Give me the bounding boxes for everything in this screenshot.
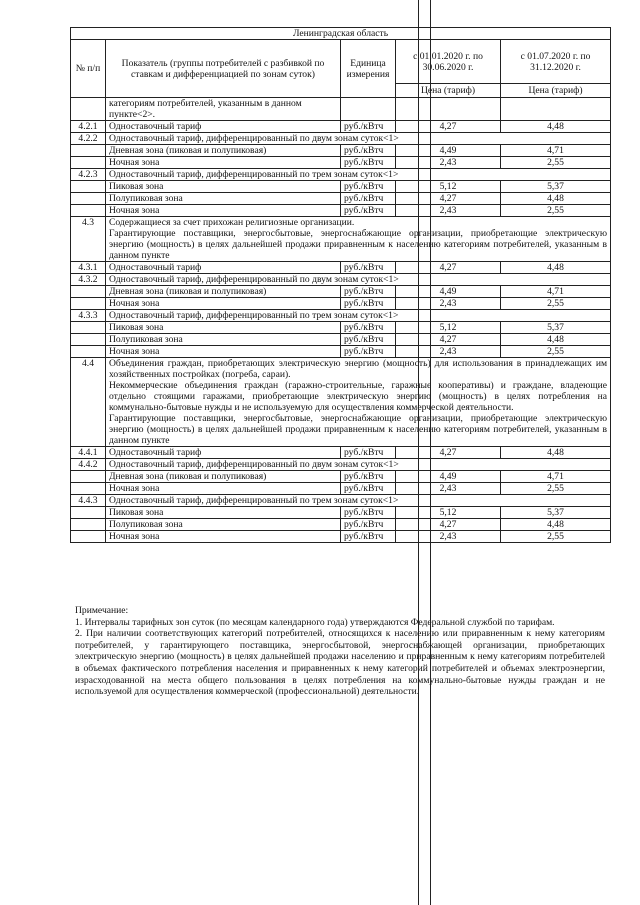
header-price2: Цена (тариф) [501,84,611,98]
row-unit: руб./кВтч [341,531,396,543]
row-value-period2: 2,55 [501,298,611,310]
row-value-period2: 4,48 [501,334,611,346]
row-unit: руб./кВтч [341,181,396,193]
row-value-period2: 4,48 [501,262,611,274]
note-1: 1. Интервалы тарифных зон суток (по месяцам календарного года) утверждаются Федеральной службой по тарифам. [75,616,555,628]
row-label-text-3: Гарантирующие поставщики, энергосбытовые, энергоснабжающие организации, приобретающие электрическую энергию (мощность) в целях дальнейшей продажи приравненным к населению категориям потребителей, указанным в данном пункте [109,413,608,446]
row-value-period1: 2,43 [396,346,501,358]
row-label: Ночная зона [106,346,341,358]
table-row [71,262,611,274]
table-row [71,519,611,531]
tariff-document [70,27,610,565]
tariff-rows [71,98,611,543]
row-label: Полупиковая зона [106,519,341,531]
row-value-period1: 4,27 [396,447,501,459]
row-value-period1: 4,49 [396,286,501,298]
row-label: Пиковая зона [106,507,341,519]
row-label [106,274,611,286]
table-row [71,298,611,310]
row-number: 4.3 [71,217,106,262]
header-period1: с 01.01.2020 г. по 30.06.2020 г. [396,40,501,84]
table-row [71,483,611,495]
notes-section [75,605,605,698]
row-label-text-2: Гарантирующие поставщики, энергосбытовые, энергоснабжающие организации, приобретающие электрическую энергию (мощность) в целях дальнейшей продажи приравненным к населению категориям потребителей, указанным в данном пункте [109,228,608,261]
scan-line-right [430,0,431,905]
notes-title: Примечание: [75,605,129,616]
row-value-period1: 2,43 [396,531,501,543]
row-number: 4.2.3 [71,169,106,181]
row-label-text: Содержащиеся за счет прихожан религиозные организации. [109,217,355,228]
row-number: 4.4.1 [71,447,106,459]
row-label: категориям потребителей, указанным в данном пункте<2>. [106,98,341,121]
table-row [71,121,611,133]
row-value-period2: 4,71 [501,286,611,298]
row-unit: руб./кВтч [341,262,396,274]
row-label: Дневная зона (пиковая и полупиковая) [106,286,341,298]
row-value-period1: 5,12 [396,507,501,519]
row-value-period1: 2,43 [396,205,501,217]
header-period2: с 01.07.2020 г. по 31.12.2020 г. [501,40,611,84]
row-value-period2: 2,55 [501,157,611,169]
header-unit: Единица измерения [341,40,396,98]
row-unit: руб./кВтч [341,507,396,519]
row-unit: руб./кВтч [341,322,396,334]
row-label: Ночная зона [106,157,341,169]
row-number: 4.2.1 [71,121,106,133]
row-unit: руб./кВтч [341,483,396,495]
row-unit: руб./кВтч [341,334,396,346]
row-value-period2: 5,37 [501,322,611,334]
row-number: 4.4.2 [71,459,106,471]
table-row [71,334,611,346]
row-value-period1: 4,27 [396,519,501,531]
row-number [71,181,106,193]
row-value-period2: 2,55 [501,483,611,495]
row-label-text-2: Некоммерческие объединения граждан (гаражно-строительные, гаражные кооперативы) и граждане, владеющие отдельно стоящими гаражами, приобретающие электрическую энергию (мощность) в целях потребления на коммунально-бытовые нужды и не используемую для осуществления коммерческой деятельности. [109,380,608,413]
row-value-period2: 2,55 [501,531,611,543]
row-label [106,358,611,447]
row-value-period2: 5,37 [501,507,611,519]
row-label [106,169,611,181]
table-row [71,98,611,121]
row-value-period1 [396,98,501,121]
row-number [71,145,106,157]
row-unit: руб./кВтч [341,286,396,298]
row-unit: руб./кВтч [341,519,396,531]
row-unit: руб./кВтч [341,447,396,459]
tariff-table [70,27,611,543]
table-row [71,346,611,358]
table-row [71,322,611,334]
row-value-period2: 4,48 [501,121,611,133]
scan-line-left [418,0,419,905]
row-number: 4.4.3 [71,495,106,507]
row-value-period1: 4,27 [396,262,501,274]
header-price1: Цена (тариф) [396,84,501,98]
row-number: 4.3.2 [71,274,106,286]
row-label [106,310,611,322]
row-number [71,298,106,310]
row-label: Одноставочный тариф [106,121,341,133]
row-value-period1: 2,43 [396,483,501,495]
row-label-text: Одноставочный тариф, дифференцированный по двум зонам суток<1> [109,133,399,144]
row-number [71,334,106,346]
row-value-period2: 4,71 [501,145,611,157]
row-number: 4.2.2 [71,133,106,145]
row-label: Полупиковая зона [106,193,341,205]
row-number [71,205,106,217]
table-row [71,193,611,205]
row-number [71,193,106,205]
table-row [71,310,611,322]
row-number: 4.3.1 [71,262,106,274]
row-value-period1: 2,43 [396,298,501,310]
row-value-period2: 2,55 [501,205,611,217]
row-unit: руб./кВтч [341,346,396,358]
table-row [71,274,611,286]
row-number [71,519,106,531]
row-label: Одноставочный тариф [106,262,341,274]
row-label: Одноставочный тариф [106,447,341,459]
row-unit: руб./кВтч [341,298,396,310]
header-indicator: Показатель (группы потребителей с разбивкой по ставкам и дифференциацией по зонам суток) [106,40,341,98]
row-label-text: Одноставочный тариф, дифференцированный по трем зонам суток<1> [109,310,399,321]
table-row [71,169,611,181]
table-row [71,447,611,459]
row-value-period1: 4,49 [396,471,501,483]
row-unit: руб./кВтч [341,145,396,157]
row-label-text: Объединения граждан, приобретающих электрическую энергию (мощность) для использования в принадлежащих им хозяйственных постройках (погреба, сараи). [109,358,608,380]
row-number [71,346,106,358]
row-value-period1: 4,27 [396,193,501,205]
row-number [71,322,106,334]
table-row [71,358,611,447]
row-value-period1: 4,49 [396,145,501,157]
row-value-period1: 4,27 [396,334,501,346]
row-number [71,471,106,483]
row-unit: руб./кВтч [341,471,396,483]
table-row [71,217,611,262]
row-value-period2: 4,71 [501,471,611,483]
row-label: Дневная зона (пиковая и полупиковая) [106,471,341,483]
row-label: Полупиковая зона [106,334,341,346]
row-unit: руб./кВтч [341,157,396,169]
table-row [71,471,611,483]
table-row [71,181,611,193]
row-number [71,286,106,298]
table-row [71,157,611,169]
row-label: Ночная зона [106,205,341,217]
row-value-period2: 2,55 [501,346,611,358]
row-unit [341,98,396,121]
row-label-text: Одноставочный тариф, дифференцированный по трем зонам суток<1> [109,495,399,506]
row-label-text: Одноставочный тариф, дифференцированный по двум зонам суток<1> [109,459,399,470]
note-2: 2. При наличии соответствующих категорий потребителей, относящихся к населению или приравненным к нему категориям потребителей, у гарантирующего поставщика, энергосбытовой, энергоснабжающей организации, приобретающих электрическую энергию (мощность) в целях дальнейшей продажи населению и приравненным к нему категориям потребителей в объемах фактического потребления населения и приравненных к нему категорий потребителей и объемах электроэнергии, израсходованной на места общего пользования в целях потребления на коммунально-бытовые нужды граждан и не используемой для осуществления коммерческой (профессиональной) деятельности. [75,628,605,698]
table-row [71,507,611,519]
row-label: Пиковая зона [106,181,341,193]
table-row [71,531,611,543]
row-unit: руб./кВтч [341,121,396,133]
region-title: Ленинградская область [71,28,611,40]
row-value-period1: 5,12 [396,181,501,193]
table-row [71,205,611,217]
row-value-period1: 5,12 [396,322,501,334]
row-value-period2: 5,37 [501,181,611,193]
row-number [71,531,106,543]
table-row [71,459,611,471]
row-label-text: Одноставочный тариф, дифференцированный по двум зонам суток<1> [109,274,399,285]
row-value-period2 [501,98,611,121]
row-label [106,217,611,262]
row-value-period2: 4,48 [501,193,611,205]
row-value-period2: 4,48 [501,447,611,459]
row-label [106,459,611,471]
row-label: Ночная зона [106,531,341,543]
row-unit: руб./кВтч [341,193,396,205]
row-label [106,133,611,145]
row-label: Дневная зона (пиковая и полупиковая) [106,145,341,157]
table-row [71,495,611,507]
row-number: 4.4 [71,358,106,447]
row-number [71,483,106,495]
row-label: Ночная зона [106,483,341,495]
header-num: № п/п [71,40,106,98]
row-value-period1: 4,27 [396,121,501,133]
row-value-period2: 4,48 [501,519,611,531]
row-label: Ночная зона [106,298,341,310]
row-value-period1: 2,43 [396,157,501,169]
table-row [71,133,611,145]
row-number [71,507,106,519]
table-row [71,145,611,157]
row-unit: руб./кВтч [341,205,396,217]
row-number: 4.3.3 [71,310,106,322]
row-number [71,98,106,121]
row-label: Пиковая зона [106,322,341,334]
row-label [106,495,611,507]
table-row [71,286,611,298]
row-label-text: Одноставочный тариф, дифференцированный по трем зонам суток<1> [109,169,399,180]
row-number [71,157,106,169]
